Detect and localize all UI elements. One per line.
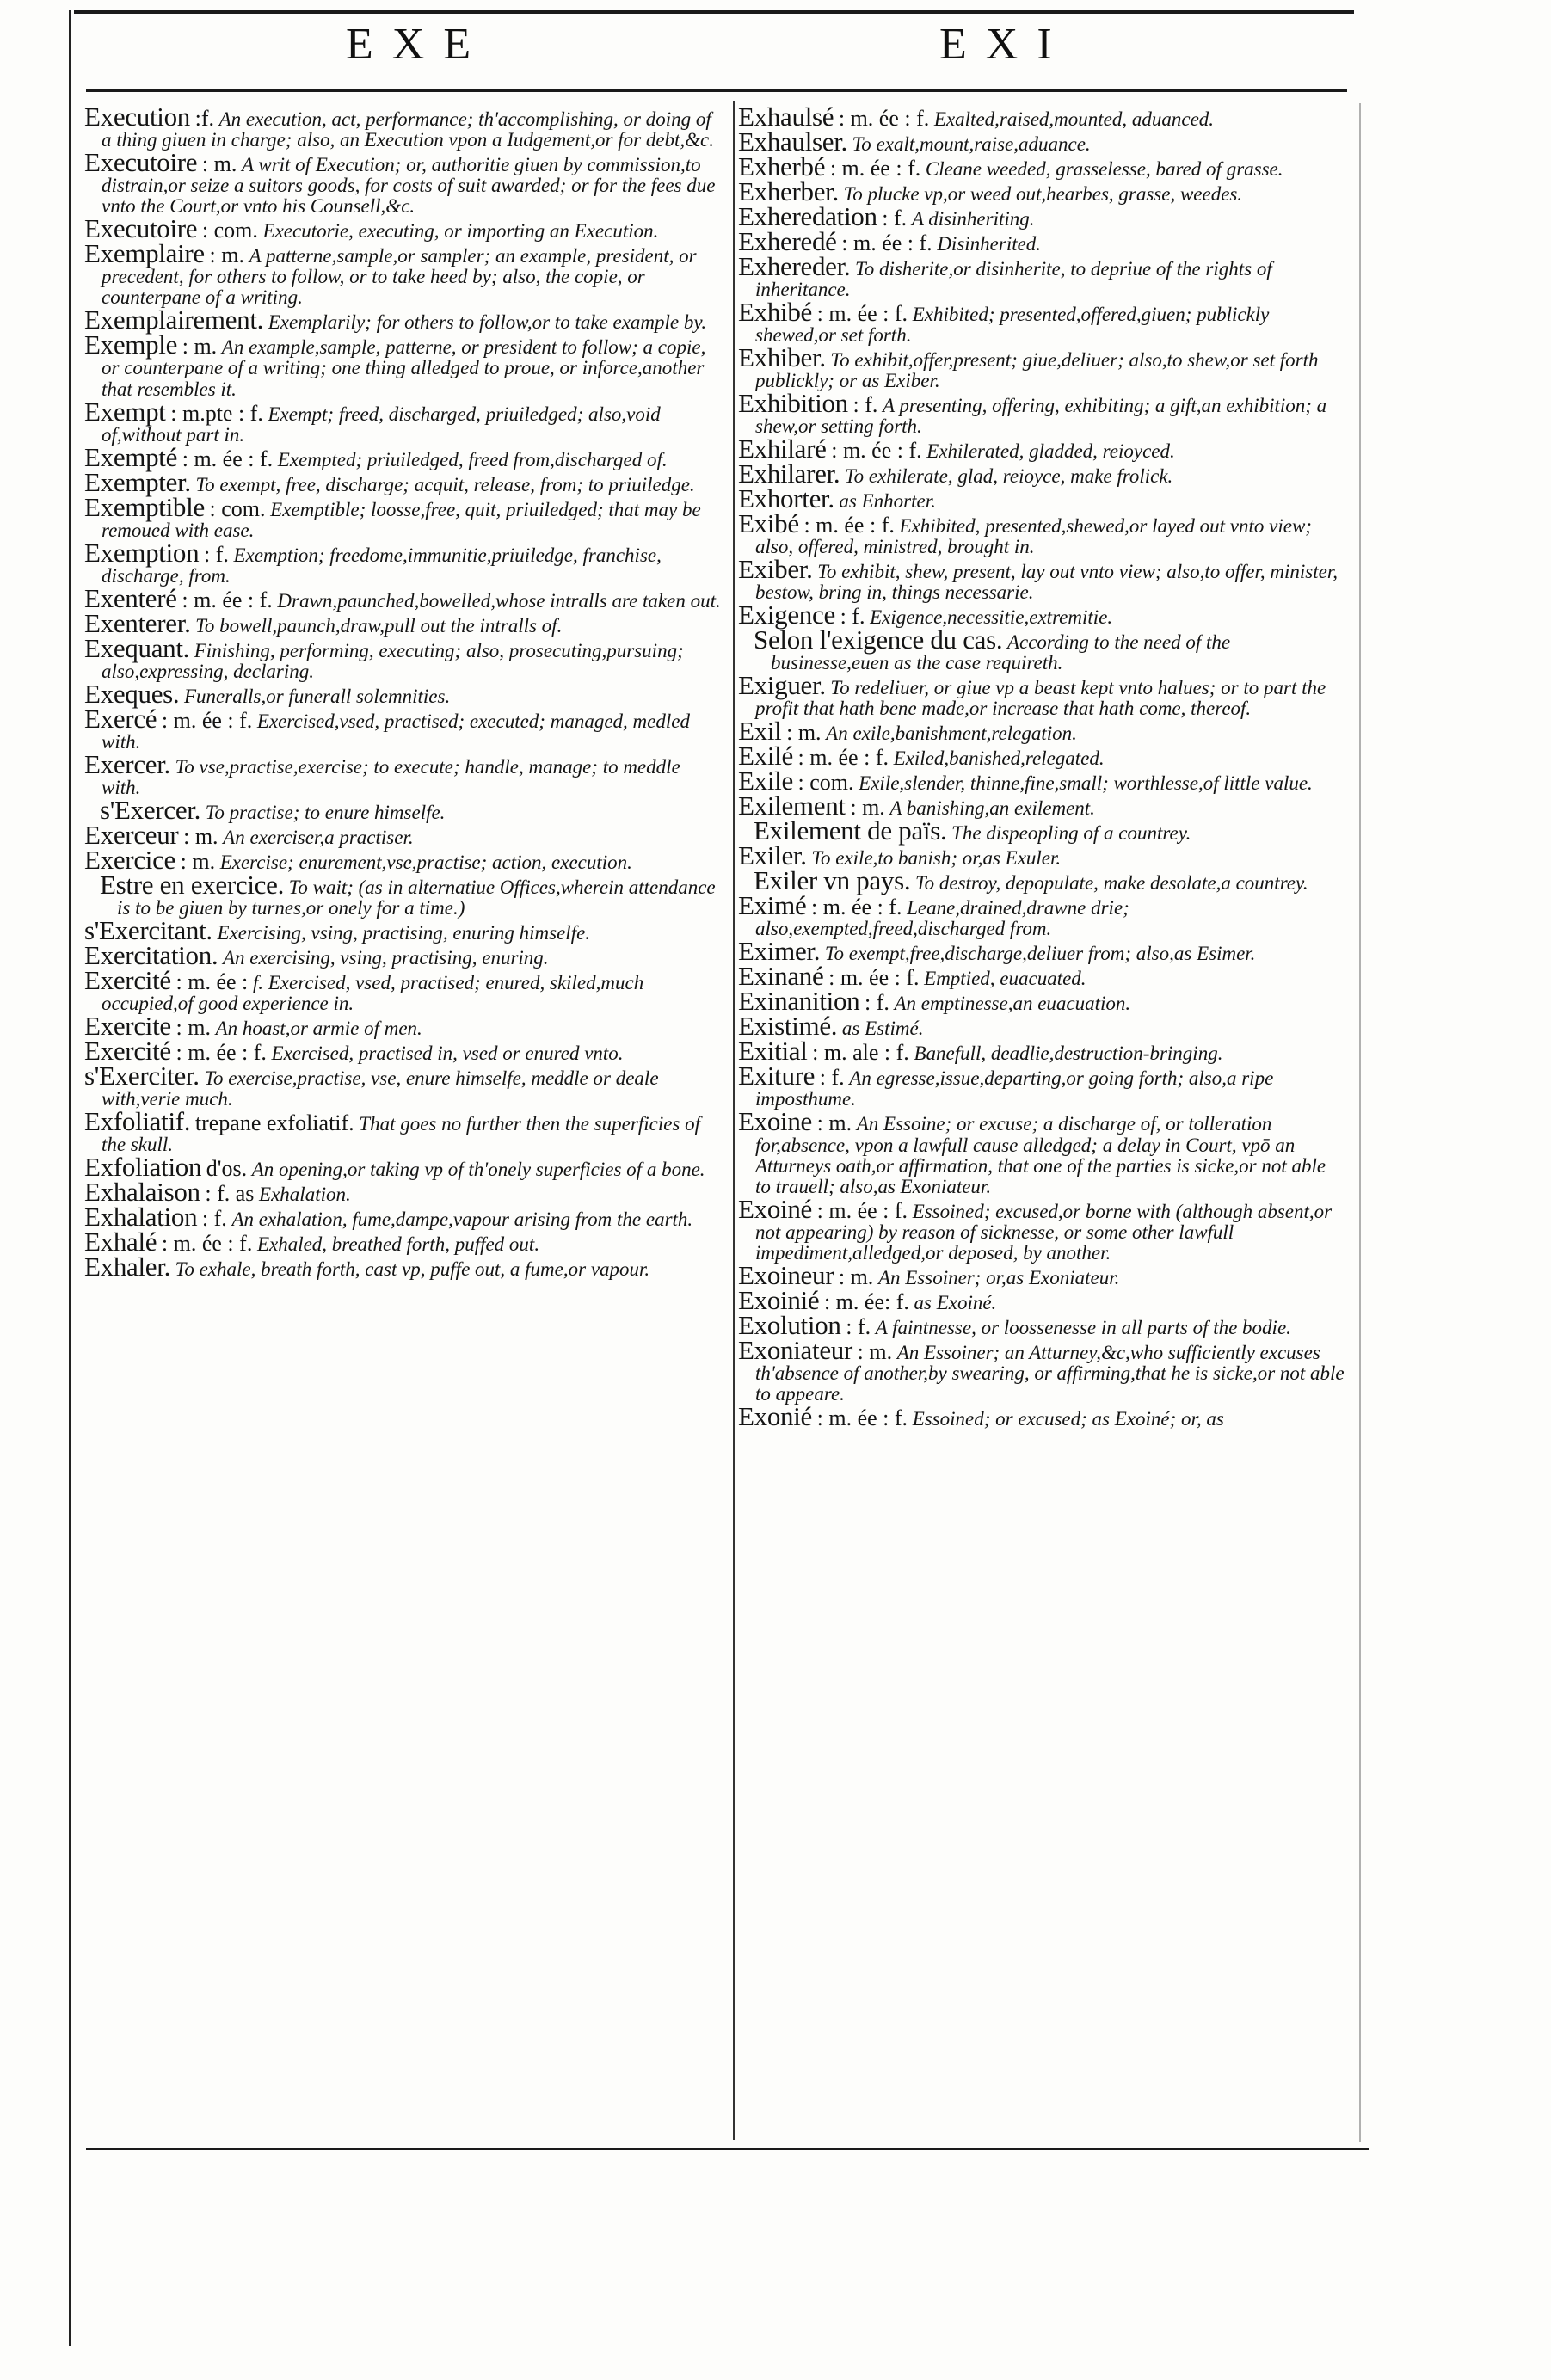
entry-headword: Exiler.	[738, 840, 807, 871]
dictionary-entry	[84, 748, 721, 798]
dictionary-entry	[738, 483, 1345, 514]
entry-headword: Exhibition	[738, 388, 848, 419]
header-rule	[86, 89, 1347, 92]
dictionary-entry	[84, 101, 721, 151]
dictionary-entry	[84, 396, 721, 446]
entry-definition: To exhilerate, glad, reioyce, make frolick.	[845, 465, 1173, 488]
entry-headword: Exhaulser.	[738, 126, 847, 157]
entry-definition: Exile,slender, thinne,fine,small; worthlesse,of little value.	[859, 772, 1313, 795]
entry-grammar: : m. ée : f.	[797, 745, 889, 771]
entry-definition: as Estimé.	[841, 1018, 924, 1040]
dictionary-entry	[738, 1193, 1345, 1264]
entry-headword: s'Exercer.	[100, 794, 201, 825]
entry-definition: Exemptible; loosse,free, quit, priuiledged; that may be remoued with ease.	[102, 498, 701, 541]
entry-definition: A presenting, offering, exhibiting; a gift,an exhibition; a shew,or setting forth.	[755, 395, 1327, 438]
entry-definition: An hoast,or armie of men.	[215, 1018, 422, 1040]
entry-grammar: : m. ée : f.	[182, 587, 273, 612]
dictionary-entry	[738, 554, 1345, 604]
entry-definition: An Essoiner; an Atturney,&c,who sufficiently excuses th'absence of another,by swearing, or affirming,that he is sicke,or not able to appeare.	[755, 1341, 1345, 1405]
dictionary-entry	[738, 1401, 1345, 1431]
dictionary-entry	[738, 296, 1345, 347]
entry-definition: To exercise,practise, vse, enure himselfe, meddle or deale with,verie much.	[102, 1067, 659, 1110]
entry-headword: Exemple	[84, 329, 178, 360]
dictionary-entry	[84, 1061, 721, 1110]
entry-grammar: : m. ée : f.	[828, 965, 920, 991]
entry-headword: Eximer.	[738, 936, 821, 967]
entry-definition: Exercised, practised in, vsed or enured vnto.	[271, 1042, 624, 1065]
entry-headword: Exempté	[84, 441, 178, 472]
entry-definition: An Essoine; or excuse; a discharge of, or tolleration for,absence, vpon a lawfull cause alledged; a delay in Court, vpō an Atturneys oath,or affirmation, that one of the parties is sicke,or not able to trauell; also,as Exoniateur.	[755, 1113, 1326, 1197]
entry-headword: Exherbé	[738, 151, 826, 181]
entry-grammar: : f. as	[205, 1181, 255, 1207]
entry-grammar: : m. ée : f.	[816, 1197, 908, 1223]
entry-headword: Exhilaré	[738, 434, 827, 464]
entry-definition: Essoined; excused,or borne with (although absent,or not appearing) by reason of sicknesse, or some other lawfull impediment,alledged,or deposed, by another.	[755, 1200, 1333, 1264]
entry-headword: Exercité	[84, 1036, 171, 1067]
bottom-rule	[86, 2148, 1369, 2150]
entry-definition: Exhibited; presented,offered,giuen; publickly shewed,or set forth.	[755, 303, 1270, 347]
entry-definition: Essoined; or excused; as Exoiné; or, as	[912, 1408, 1224, 1430]
entry-grammar: : m. ée : f.	[841, 230, 932, 255]
entry-grammar: : m.	[850, 795, 885, 821]
entry-headword: Exilement	[738, 790, 846, 821]
entry-headword: Estre en exercice.	[100, 869, 285, 900]
dictionary-entry	[84, 678, 721, 709]
entry-definition: To exhibit,offer,present; giue,deliuer; also,to shew,or set forth publickly; or as Exiber.	[755, 349, 1319, 392]
dictionary-entry	[84, 869, 721, 919]
entry-grammar: : m. ale : f.	[812, 1040, 909, 1066]
entry-definition: To wait; (as in alternatiue Offices,wherein attendance is to be giuen by turnes,or onely for a time.)	[117, 876, 716, 919]
dictionary-entry	[84, 491, 721, 541]
entry-headword: Exoineur	[738, 1259, 834, 1290]
entry-definition: To exalt,mount,raise,aduance.	[852, 132, 1091, 155]
entry-definition: Exempted; priuiledged, freed from,discharged of.	[277, 448, 668, 470]
dictionary-entry	[738, 865, 1345, 896]
entry-definition: To exhibit, shew, present, lay out vnto view; also,to offer, minister, bestow, bring in, things necessarie.	[755, 561, 1338, 604]
entry-definition: An exerciser,a practiser.	[223, 826, 414, 848]
entry-grammar: : f.	[201, 1206, 227, 1232]
dictionary-entry	[84, 703, 721, 753]
entry-headword: Exherber.	[738, 175, 839, 206]
entry-definition: To exhale, breath forth, cast vp, puffe out, a fume,or vapour.	[175, 1258, 650, 1281]
dictionary-entry	[738, 936, 1345, 967]
entry-headword: Exhalation	[84, 1202, 198, 1233]
entry-headword: Exhaler.	[84, 1251, 171, 1282]
entry-grammar: : com.	[797, 770, 854, 796]
entry-definition: Exalted,raised,mounted, aduanced.	[933, 108, 1215, 130]
entry-headword: Exercé	[84, 703, 157, 734]
dictionary-entry	[738, 815, 1345, 846]
entry-grammar: : m. ée : f.	[175, 1040, 267, 1066]
entry-headword: s'Exercitant.	[84, 914, 212, 945]
entry-definition: Exhaled, breathed forth, puffed out.	[256, 1233, 540, 1256]
entry-headword: Exiguer.	[738, 670, 826, 701]
entry-definition: as Exoiné.	[914, 1291, 997, 1313]
entry-grammar: : com.	[209, 495, 266, 521]
dictionary-entry	[738, 342, 1345, 392]
dictionary-entry	[84, 794, 721, 825]
entry-headword: Exhibé	[738, 296, 813, 327]
entry-headword: Exoine	[738, 1106, 813, 1137]
entry-headword: Exempt	[84, 396, 166, 427]
entry-headword: Exile	[738, 766, 793, 796]
entry-definition: Cleane weeded, grasselesse, bared of grasse.	[925, 157, 1283, 180]
entry-grammar: : m.	[857, 1338, 893, 1364]
entry-grammar: : m.	[786, 720, 822, 746]
entry-definition: An opening,or taking vp of th'onely superficies of a bone.	[251, 1159, 705, 1181]
entry-grammar: : m. ée :	[175, 969, 249, 994]
entry-grammar: : m.	[180, 848, 216, 874]
dictionary-entry	[738, 250, 1345, 300]
entry-definition: A banishing,an exilement.	[889, 797, 1095, 820]
entry-definition: The dispeopling of a countrey.	[951, 822, 1191, 845]
entry-definition: Exercising, vsing, practising, enuring himselfe.	[217, 921, 591, 944]
entry-headword: Exequant.	[84, 632, 190, 663]
entry-grammar: : m. ée : f.	[838, 106, 930, 131]
running-head-left: EXE	[346, 20, 490, 69]
dictionary-entry	[84, 964, 721, 1015]
dictionary-entry	[738, 741, 1345, 772]
dictionary-entry	[84, 1106, 721, 1156]
entry-definition: To disherite,or disinherite, to depriue of the rights of inheritance.	[755, 257, 1272, 300]
entry-headword: Exemplairement.	[84, 304, 264, 335]
entry-grammar: : m.	[183, 823, 218, 849]
dictionary-entry	[84, 1251, 721, 1282]
entry-grammar: trepane exfoliatif.	[194, 1110, 354, 1136]
entry-definition: Executorie, executing, or importing an Execution.	[262, 220, 659, 243]
dictionary-entry	[738, 716, 1345, 747]
entry-definition: To exile,to banish; or,as Exuler.	[811, 847, 1062, 870]
dictionary-entry	[84, 939, 721, 970]
entry-headword: Exibé	[738, 508, 799, 539]
entry-definition: A disinheriting.	[911, 207, 1035, 230]
entry-definition: Exhilerated, gladded, reioyced.	[926, 440, 1175, 463]
dictionary-entry	[84, 147, 721, 218]
entry-headword: Exoinié	[738, 1284, 820, 1315]
dictionary-entry	[84, 304, 721, 335]
column-divider	[733, 101, 735, 2140]
entry-grammar: : m.	[175, 1015, 211, 1041]
entry-grammar: : m.	[209, 243, 244, 268]
entry-definition: To vse,practise,exercise; to execute; handle, manage; to meddle with.	[102, 755, 680, 798]
page-left-edge	[69, 10, 71, 2346]
entry-headword: Exitial	[738, 1036, 808, 1067]
entry-definition: as Enhorter.	[839, 490, 936, 513]
entry-headword: Exheredation	[738, 200, 877, 231]
entry-definition: To exempt, free, discharge; acquit, release, from; to priuiledge.	[195, 473, 695, 495]
entry-definition: An egresse,issue,departing,or going forth; also,a ripe imposthume.	[755, 1067, 1274, 1110]
entry-headword: Exhilarer.	[738, 458, 840, 489]
dictionary-entry	[84, 819, 721, 850]
entry-headword: Exercite	[84, 1011, 171, 1042]
entry-headword: Exheredé	[738, 225, 837, 256]
entry-definition: To redeliuer, or giue vp a beast kept vnto halues; or to part the profit that hath bene made,or increase that hath come, thereof.	[755, 677, 1326, 720]
entry-definition: Exercise; enurement,vse,practise; action, execution.	[219, 851, 632, 873]
entry-headword: Exemplaire	[84, 238, 205, 269]
dictionary-entry	[84, 1011, 721, 1042]
entry-headword: Exhaulsé	[738, 101, 834, 132]
entry-definition: To bowell,paunch,draw,pull out the intralls of.	[195, 614, 563, 637]
top-rule	[74, 10, 1354, 14]
entry-definition: An exercising, vsing, practising, enuring.	[222, 946, 549, 969]
entry-headword: Exhalé	[84, 1227, 157, 1258]
entry-headword: Exemption	[84, 537, 200, 568]
entry-definition: Exiled,banished,relegated.	[893, 747, 1105, 770]
entry-grammar: : m. ée : f.	[811, 895, 902, 920]
entry-definition: Exhibited, presented,shewed,or layed out vnto view; also, offered, ministred, brought in.	[755, 515, 1312, 558]
entry-definition: An exhalation, fume,dampe,vapour arising from the earth.	[231, 1208, 693, 1231]
dictionary-entry	[738, 126, 1345, 157]
dictionary-entry	[738, 1259, 1345, 1290]
dictionary-entry	[738, 1106, 1345, 1197]
dictionary-entry	[738, 1011, 1345, 1042]
dictionary-entry	[738, 388, 1345, 438]
entry-grammar: : m.	[182, 334, 218, 360]
entry-grammar: : f.	[846, 1313, 871, 1339]
entry-grammar: : m. ée : f.	[161, 1231, 253, 1257]
entry-grammar: : m.	[838, 1264, 874, 1289]
entry-definition: Leane,drained,drawne drie; also,exempted,freed,discharged from.	[755, 897, 1129, 940]
dictionary-entry	[738, 890, 1345, 940]
entry-definition: A writ of Execution; or, authoritie giuen by commission,to distrain,or seize a suitors goods, for costs of suit awarded; or for the fees due vnto the Court,or vnto his Counsell,&c.	[102, 154, 716, 218]
entry-definition: Exercised,vsed, practised; executed; managed, medled with.	[102, 710, 690, 753]
entry-headword: Exhereder.	[738, 250, 851, 281]
entry-definition: An emptinesse,an euacuation.	[894, 993, 1131, 1015]
entry-headword: s'Exerciter.	[84, 1061, 200, 1091]
entry-definition: Exigence,necessitie,extremitie.	[870, 606, 1113, 629]
entry-definition: Banefull, deadlie,destruction-bringing.	[914, 1042, 1223, 1065]
entry-headword: Exerceur	[84, 819, 179, 850]
dictionary-entry	[84, 1227, 721, 1258]
entry-headword: Exonié	[738, 1401, 813, 1431]
entry-grammar: : f.	[882, 205, 908, 231]
entry-definition: Drawn,paunched,bowelled,whose intralls are taken out.	[277, 589, 721, 612]
entry-definition: To destroy, depopulate, make desolate,a countrey.	[914, 872, 1308, 895]
entry-headword: Exilé	[738, 741, 793, 772]
entry-definition: To plucke vp,or weed out,hearbes, grasse, weedes.	[843, 182, 1243, 205]
entry-grammar: : f.	[203, 541, 229, 567]
entry-grammar: : com.	[201, 218, 258, 243]
entry-grammar: :f.	[194, 106, 214, 131]
entry-grammar: : m. ée : f.	[831, 438, 922, 464]
dictionary-entry	[84, 329, 721, 400]
entry-grammar: : m. ée: f.	[823, 1288, 909, 1314]
entry-headword: Exercitation.	[84, 939, 218, 970]
entry-definition: According to the need of the businesse,euen as the case requireth.	[771, 631, 1231, 674]
entry-definition: Exhalation.	[259, 1184, 351, 1206]
entry-headword: Exilement de païs.	[754, 815, 947, 846]
entry-definition: Emptied, euacuated.	[924, 968, 1086, 990]
entry-headword: Exil	[738, 716, 782, 747]
entry-definition: An execution, act, performance; th'accomplishing, or doing of a thing giuen in charge; also, an Execution vpon a Iudgement,or for debt,&c.	[102, 108, 715, 151]
entry-headword: Exfoliation	[84, 1152, 202, 1183]
entry-grammar: : m. ée : f.	[816, 1405, 908, 1430]
entry-definition: A patterne,sample,or sampler; an example, president, or precedent, for others to follow, or to take heed by; also, the copie, or counterpane of a writing.	[102, 245, 697, 309]
entry-grammar: : f.	[864, 990, 889, 1016]
entry-headword: Exoniateur	[738, 1334, 853, 1365]
entry-grammar: : f.	[840, 604, 865, 630]
dictionary-entry	[84, 632, 721, 682]
entry-headword: Exiber.	[738, 554, 813, 585]
entry-headword: Exhiber.	[738, 342, 826, 373]
dictionary-entry	[84, 1202, 721, 1233]
entry-definition: An Essoiner; or,as Exoniateur.	[877, 1266, 1120, 1288]
entry-definition: Exemption; freedome,immunitie,priuiledge, franchise, discharge, from.	[102, 544, 662, 587]
entry-definition: Disinherited.	[937, 232, 1042, 255]
entry-headword: Eximé	[738, 890, 807, 921]
running-head-right: EXI	[939, 20, 1071, 69]
entry-headword: Executoire	[84, 147, 198, 178]
entry-definition: That goes no further then the superficies of the skull.	[102, 1113, 701, 1156]
dictionary-entry	[738, 624, 1345, 674]
entry-grammar: : m. ée : f.	[161, 707, 253, 733]
dictionary-entry	[738, 1036, 1345, 1067]
left-column	[84, 101, 721, 1282]
entry-headword: Execution	[84, 101, 190, 132]
entry-headword: Exercer.	[84, 748, 170, 779]
dictionary-entry	[738, 670, 1345, 720]
entry-headword: Selon l'exigence du cas.	[754, 624, 1003, 655]
entry-definition: Funeralls,or funerall solemnities.	[184, 685, 451, 707]
entry-definition: To practise; to enure himselfe.	[205, 801, 446, 823]
entry-grammar: : f.	[852, 392, 878, 418]
entry-grammar: : f.	[819, 1065, 845, 1091]
entry-headword: Exiture	[738, 1061, 816, 1092]
entry-definition: A faintnesse, or loossenesse in all parts of the bodie.	[875, 1316, 1291, 1338]
entry-headword: Exercice	[84, 844, 176, 875]
entry-grammar: : m.	[201, 151, 237, 177]
entry-headword: Executoire	[84, 213, 198, 244]
page-right-edge	[1359, 103, 1361, 2142]
dictionary-entry	[738, 1334, 1345, 1405]
entry-headword: Exercité	[84, 964, 171, 995]
entry-definition: Exempt; freed, discharged, priuiledged; also,void of,without part in.	[102, 403, 661, 446]
dictionary-entry	[738, 508, 1345, 558]
entry-headword: Exhalaison	[84, 1177, 200, 1208]
right-column	[738, 101, 1345, 1431]
entry-definition: Exemplarily; for others to follow,or to take example by.	[268, 311, 707, 334]
entry-headword: Exigence	[738, 600, 835, 630]
entry-headword: Exinané	[738, 961, 824, 992]
entry-headword: Exfoliatif.	[84, 1106, 191, 1137]
entry-definition: An exile,banishment,relegation.	[826, 723, 1077, 745]
entry-headword: Exenterer.	[84, 607, 191, 638]
entry-headword: Exemptible	[84, 491, 205, 522]
entry-grammar: : m.	[816, 1110, 852, 1136]
entry-definition: To exempt,free,discharge,deliuer from; also,as Esimer.	[824, 943, 1256, 965]
entry-headword: Exoiné	[738, 1193, 813, 1224]
entry-headword: Exolution	[738, 1309, 841, 1340]
entry-grammar: : m. ée : f.	[829, 155, 921, 181]
entry-headword: Exinanition	[738, 986, 860, 1017]
entry-definition: Finishing, performing, executing; also, prosecuting,pursuing; also,expressing, declaring.	[102, 639, 684, 682]
entry-grammar: d'os.	[206, 1156, 248, 1182]
entry-grammar: : m. ée : f.	[182, 446, 274, 471]
entry-headword: Exenteré	[84, 582, 177, 613]
entry-definition: f. Exercised, vsed, practised; enured, skiled,much occupied,of good experience in.	[102, 971, 644, 1015]
entry-headword: Existimé.	[738, 1011, 838, 1042]
entry-definition: An example,sample, patterne, or president to follow; a copie, or counterpane of a writing; one thing alledged to proue, or inforce,another that resembles it.	[102, 336, 706, 400]
entry-headword: Exiler vn pays.	[754, 865, 911, 896]
dictionary-entry	[84, 238, 721, 309]
dictionary-entry	[84, 537, 721, 587]
entry-headword: Exempter.	[84, 466, 191, 497]
entry-grammar: : m. ée : f.	[803, 513, 895, 538]
entry-headword: Exeques.	[84, 678, 180, 709]
entry-grammar: : m.pte : f.	[170, 400, 263, 426]
entry-grammar: : m. ée : f.	[816, 300, 908, 326]
entry-headword: Exhorter.	[738, 483, 834, 514]
dictionary-entry	[738, 1061, 1345, 1110]
